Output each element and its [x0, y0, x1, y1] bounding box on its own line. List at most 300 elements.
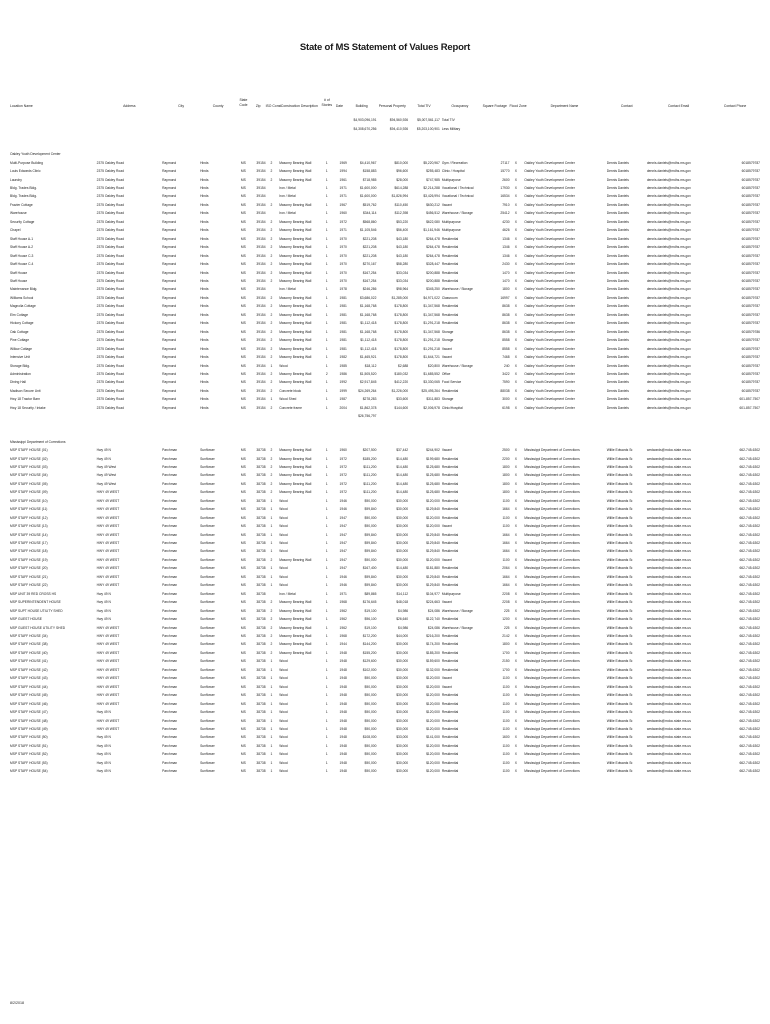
flood-zone-cell: X — [514, 684, 517, 689]
county-cell: Sunflower — [200, 743, 215, 748]
construction-cell: Masonry Bearing Wall — [279, 625, 312, 630]
contact-cell: Willie Edwards Sr. — [606, 625, 634, 630]
table-row — [10, 522, 760, 530]
flood-zone-cell: X — [514, 397, 517, 402]
contact-email-cell: dennis.daniels@mdhs.ms.gov — [646, 202, 691, 207]
zip-cell: 38738 — [256, 574, 266, 579]
iso-const-cell: 1 — [270, 566, 273, 571]
zip-cell: 38738 — [256, 591, 266, 596]
contact-phone-cell: 662-745-6302 — [739, 760, 760, 765]
iso-const-cell: 2 — [270, 279, 273, 284]
address-cell: 2375 Oakley Road — [96, 380, 124, 385]
square-footage-cell: 3000 — [502, 397, 510, 402]
contact-cell: Willie Edwards Sr. — [606, 634, 634, 639]
iso-const-cell: 2 — [270, 634, 273, 639]
contact-cell: Willie Edwards Sr. — [606, 541, 634, 546]
construction-cell: Masonry Bearing Wall — [279, 262, 312, 267]
contact-phone-cell: 6018579787 — [741, 186, 760, 191]
occupancy-cell: Residential — [441, 634, 459, 639]
flood-zone-cell: X — [514, 760, 517, 765]
header-construction: Construction Description — [280, 104, 318, 108]
location-cell: Staff House — [10, 279, 28, 284]
table-row — [10, 547, 760, 555]
contact-phone-cell: 662-745-6302 — [739, 566, 760, 571]
city-cell: Raymond — [162, 329, 177, 334]
state-cell: MS — [240, 228, 246, 233]
table-row — [10, 717, 760, 725]
contact-cell: Dennis Daniels — [606, 372, 629, 376]
flood-zone-cell: X — [514, 498, 517, 503]
total-tiv-cell: $129,840 — [426, 574, 440, 579]
stories-cell: 1 — [325, 617, 328, 622]
flood-zone-cell: X — [514, 363, 517, 368]
personal-property-cell: $58,280 — [396, 262, 409, 267]
construction-cell: Wood — [279, 507, 288, 512]
iso-const-cell: 1 — [270, 769, 273, 774]
date-cell: 1971 — [339, 228, 347, 233]
address-cell: HWY 49 WEST — [96, 625, 120, 630]
header-department: Department Name — [550, 104, 579, 108]
department-cell: Mississippi Department of Corrections — [524, 752, 580, 757]
personal-property-cell: $30,000 — [396, 583, 409, 588]
flood-zone-cell: X — [514, 279, 517, 284]
department-cell: Oakley Youth Development Center — [524, 295, 575, 300]
state-cell: MS — [240, 752, 246, 757]
city-cell: Parchman — [162, 583, 178, 588]
city-cell: Raymond — [162, 228, 177, 233]
address-cell: 2375 Oakley Road — [96, 202, 124, 207]
address-cell: Hwy 49 N — [96, 735, 111, 740]
flood-zone-cell: X — [514, 194, 517, 199]
date-cell: 1946 — [339, 498, 347, 503]
total-tiv: $5,203,100,901 — [416, 126, 440, 131]
contact-email-cell: wedwards@mdoc.state.ms.us — [646, 464, 691, 469]
contact-email-cell: dennis.daniels@mdhs.ms.gov — [646, 236, 691, 241]
zip-cell: 39154 — [256, 388, 266, 393]
square-footage-cell: 1664 — [502, 507, 510, 512]
contact-phone-cell: 6018579787 — [741, 338, 760, 343]
stories-cell: 1 — [325, 498, 328, 503]
group-name: Mississippi Department of Corrections — [10, 439, 66, 444]
city-cell: Raymond — [162, 245, 177, 250]
date-cell: 1981 — [339, 338, 347, 343]
address-cell: Hwy 49 N — [96, 769, 111, 774]
group-name: Oakley Youth Development Center — [10, 152, 61, 157]
construction-cell: Masonry Bearing Wall — [279, 312, 312, 317]
state-cell: MS — [240, 236, 246, 241]
contact-email-cell: wedwards@mdoc.state.ms.us — [646, 735, 691, 740]
state-cell: MS — [240, 346, 246, 351]
county-cell: Hinds — [200, 304, 209, 309]
department-cell: Oakley Youth Development Center — [524, 194, 575, 199]
contact-cell: Willie Edwards Sr. — [606, 752, 634, 757]
occupancy-cell: Vocational / Technical — [441, 186, 474, 191]
square-footage-cell: 2500 — [502, 448, 510, 453]
county-cell: Hinds — [200, 312, 209, 317]
address-cell: Hwy 49 N — [96, 710, 111, 715]
zip-cell: 39154 — [256, 372, 266, 376]
address-cell: 2375 Oakley Road — [96, 329, 124, 334]
contact-cell: Dennis Daniels — [606, 388, 629, 393]
flood-zone-cell: X — [514, 473, 517, 478]
contact-cell: Willie Edwards Sr. — [606, 557, 634, 562]
occupancy-cell: Residential — [441, 659, 459, 664]
contact-cell: Willie Edwards Sr. — [606, 650, 634, 655]
contact-phone-cell: 662-745-6302 — [739, 642, 760, 647]
iso-const-cell: 1 — [270, 693, 273, 698]
square-footage-cell: 7910 — [502, 202, 510, 207]
stories-cell: 1 — [325, 355, 328, 360]
contact-email-cell: dennis.daniels@mdhs.ms.gov — [646, 270, 691, 275]
contact-phone-cell: 6018579787 — [741, 270, 760, 275]
city-cell: Raymond — [162, 372, 177, 376]
occupancy-cell: Vacant — [441, 557, 452, 562]
occupancy-cell: Storage — [441, 338, 454, 343]
contact-phone-cell: 662-745-6302 — [739, 456, 760, 461]
state-cell: MS — [240, 448, 246, 453]
flood-zone-cell: X — [514, 372, 517, 376]
total-tiv-cell: $1,644,721 — [423, 355, 440, 360]
contact-cell: Willie Edwards Sr. — [606, 583, 634, 588]
stories-cell: 1 — [325, 634, 328, 639]
county-cell: Sunflower — [200, 634, 215, 639]
location-cell: MSP STAFF HOUSE (03) — [10, 464, 48, 469]
flood-zone-cell: X — [514, 405, 517, 410]
table-row — [10, 666, 760, 674]
contact-cell: Dennis Daniels — [606, 194, 629, 199]
square-footage-cell: 1100 — [502, 727, 510, 731]
county-cell: Sunflower — [200, 464, 215, 469]
department-cell: Oakley Youth Development Center — [524, 160, 575, 165]
construction-cell: Masonry Bearing Wall — [279, 236, 312, 241]
occupancy-cell: Residential — [441, 388, 459, 393]
stories-cell: 1 — [325, 194, 328, 199]
stories-cell: 1 — [325, 650, 328, 655]
square-footage-cell: 8638 — [502, 312, 510, 317]
zip-cell: 39154 — [256, 355, 266, 360]
personal-property-cell: $30,000 — [396, 718, 409, 723]
date-cell: 1972 — [339, 464, 347, 469]
city-cell: Parchman — [162, 557, 178, 562]
zip-cell: 39154 — [256, 211, 266, 216]
total-tiv-cell: $1,291,218 — [423, 338, 440, 343]
contact-cell: Willie Edwards Sr. — [606, 684, 634, 689]
contact-phone-cell: 662-745-6302 — [739, 490, 760, 495]
department-cell: Mississippi Department of Corrections — [524, 743, 580, 748]
date-cell: 1960 — [339, 211, 347, 216]
city-cell: Raymond — [162, 304, 177, 309]
city-cell: Parchman — [162, 760, 178, 765]
contact-phone-cell: 662-745-6302 — [739, 524, 760, 529]
location-cell: MSP STAFF HOUSE (48) — [10, 718, 48, 723]
personal-property-cell: $30,000 — [396, 769, 409, 774]
location-cell: Warehouse — [10, 211, 27, 216]
department-cell: Mississippi Department of Corrections — [524, 667, 580, 672]
building-cell: $90,000 — [364, 727, 377, 731]
occupancy-cell: Residential — [441, 710, 459, 715]
state-cell: MS — [240, 642, 246, 647]
personal-property-cell: $30,000 — [396, 498, 409, 503]
state-cell: MS — [240, 464, 246, 469]
building-cell: $24,269,264 — [358, 388, 377, 393]
contact-cell: Dennis Daniels — [606, 304, 629, 309]
personal-property-cell: $56,400 — [396, 228, 409, 233]
square-footage-cell: 7468 — [502, 355, 510, 360]
zip-cell: 39154 — [256, 186, 266, 191]
stories-cell: 1 — [325, 490, 328, 495]
location-cell: MSP GUEST HOUSE — [10, 617, 42, 622]
contact-cell: Dennis Daniels — [606, 287, 629, 292]
total-tiv-cell: $120,000 — [426, 676, 440, 681]
total-tiv-cell: $25,495,264 — [421, 388, 440, 393]
state-cell: MS — [240, 583, 246, 588]
city-cell: Parchman — [162, 464, 178, 469]
total-tiv-cell: $120,000 — [426, 701, 440, 706]
square-footage-cell: 1100 — [502, 676, 510, 681]
building-cell: $90,000 — [364, 676, 377, 681]
flood-zone-cell: X — [514, 380, 517, 385]
construction-cell: Masonry Bearing Wall — [279, 642, 312, 647]
personal-property-cell: $98,964 — [396, 287, 409, 292]
zip-cell: 38738 — [256, 507, 266, 512]
construction-cell: Masonry Bearing Wall — [279, 270, 312, 275]
personal-property-cell: $178,800 — [394, 329, 409, 334]
table-row — [10, 226, 760, 234]
flood-zone-cell: X — [514, 295, 517, 300]
department-cell: Mississippi Department of Corrections — [524, 464, 580, 469]
date-cell: 1970 — [339, 262, 347, 267]
table-row — [10, 260, 760, 268]
contact-phone-cell: 662-745-6302 — [739, 557, 760, 562]
iso-const-cell: 2 — [270, 608, 273, 613]
contact-phone-cell: 662-745-6302 — [739, 541, 760, 546]
date-cell: 1981 — [339, 312, 347, 317]
zip-cell: 38738 — [256, 650, 266, 655]
department-cell: Oakley Youth Development Center — [524, 338, 575, 343]
city-cell: Parchman — [162, 481, 178, 486]
table-row — [10, 624, 760, 632]
personal-property-cell: $30,000 — [396, 532, 409, 537]
total-tiv-cell: $159,600 — [426, 659, 440, 664]
building-cell: $718,985 — [362, 177, 377, 182]
flood-zone-cell: X — [514, 617, 517, 622]
header-zip: Zip — [255, 104, 261, 108]
table-row — [10, 176, 760, 184]
state-cell: MS — [240, 507, 246, 512]
location-cell: Multi-Purpose Building — [10, 160, 43, 165]
department-cell: Mississippi Department of Corrections — [524, 617, 580, 622]
square-footage-cell: 16534 — [500, 194, 510, 199]
occupancy-cell: Warehouse / Storage — [441, 608, 473, 613]
contact-cell: Dennis Daniels — [606, 279, 629, 284]
location-cell: MSP STAFF HOUSE (13) — [10, 524, 48, 529]
values-table — [10, 90, 760, 776]
building-cell: $1,465,921 — [359, 355, 377, 360]
contact-cell: Dennis Daniels — [606, 321, 629, 326]
contact-email-cell: dennis.daniels@mdhs.ms.gov — [646, 186, 691, 191]
header-email: Contact Email — [667, 104, 690, 108]
flood-zone-cell: X — [514, 464, 517, 469]
occupancy-cell: Vacant — [441, 600, 452, 605]
square-footage-cell: 1100 — [502, 693, 510, 698]
contact-cell: Willie Edwards Sr. — [606, 448, 634, 453]
flood-zone-cell: X — [514, 634, 517, 639]
building-cell: $111,200 — [363, 490, 377, 495]
table-row — [10, 387, 760, 395]
construction-cell: Masonry Bearing Wall — [279, 279, 312, 284]
occupancy-cell: Residential — [441, 456, 459, 461]
county-cell: Sunflower — [200, 608, 215, 613]
construction-cell: Wood — [279, 532, 288, 537]
total-tiv-cell: $125,680 — [426, 473, 440, 478]
city-cell: Parchman — [162, 701, 178, 706]
county-cell: Hinds — [200, 245, 209, 250]
zip-cell: 39154 — [256, 253, 266, 258]
county-cell: Hinds — [200, 287, 209, 292]
table-row — [10, 218, 760, 226]
contact-cell: Willie Edwards Sr. — [606, 481, 634, 486]
flood-zone-cell: X — [514, 321, 517, 326]
table-row — [10, 345, 760, 353]
contact-phone-cell: 662-745-6302 — [739, 549, 760, 554]
building-cell: $19,100 — [364, 608, 377, 613]
address-cell: HWY 49 WEST — [96, 684, 120, 689]
square-footage-cell: 1100 — [502, 743, 510, 748]
contact-email-cell: dennis.daniels@mdhs.ms.gov — [646, 219, 691, 224]
personal-property-cell: $1,226,000 — [391, 388, 409, 393]
location-cell: Hwy 18 Tractor Barn — [10, 397, 41, 402]
square-footage-cell: 225 — [504, 625, 510, 630]
occupancy-cell: Residential — [441, 473, 459, 478]
location-cell: Staff House C-3 — [10, 253, 34, 258]
contact-email-cell: wedwards@mdoc.state.ms.us — [646, 473, 691, 478]
building-cell: $99,840 — [364, 574, 377, 579]
contact-cell: Willie Edwards Sr. — [606, 456, 634, 461]
occupancy-cell: Vacant — [441, 676, 452, 681]
construction-cell: Wood — [279, 574, 288, 579]
city-cell: Parchman — [162, 473, 178, 478]
square-footage-cell: 2064 — [502, 566, 510, 571]
personal-property-cell: $14,480 — [396, 481, 409, 486]
contact-phone-cell: 6018579787 — [741, 245, 760, 250]
flood-zone-cell: X — [514, 245, 517, 250]
date-cell: 1947 — [339, 532, 347, 537]
date-cell: 1946 — [339, 574, 347, 579]
department-cell: Oakley Youth Development Center — [524, 228, 575, 233]
contact-cell: Dennis Daniels — [606, 405, 629, 410]
personal-property-cell: $30,000 — [396, 710, 409, 715]
department-cell: Mississippi Department of Corrections — [524, 693, 580, 698]
contact-phone-cell: 662-745-6302 — [739, 701, 760, 706]
total-tiv-cell: $104,977 — [426, 591, 440, 596]
state-cell: MS — [240, 625, 246, 630]
flood-zone-cell: X — [514, 202, 517, 207]
total-tiv-cell: $3,330,065 — [423, 380, 440, 385]
iso-const-cell: 2 — [270, 169, 273, 174]
table-row — [10, 581, 760, 589]
contact-email-cell: wedwards@mdoc.state.ms.us — [646, 760, 691, 765]
state-cell: MS — [240, 541, 246, 546]
date-cell: 1972 — [339, 473, 347, 478]
iso-const-cell: 1 — [270, 507, 273, 512]
square-footage-cell: 1100 — [502, 760, 510, 765]
date-cell: 1972 — [339, 490, 347, 495]
location-cell: Louis Edwards Clinic — [10, 169, 41, 174]
header-county: County — [212, 104, 224, 108]
date-cell: 1948 — [339, 684, 347, 689]
square-footage-cell: 1800 — [502, 464, 510, 469]
zip-cell: 39154 — [256, 321, 266, 326]
iso-const-cell: 2 — [270, 312, 273, 317]
personal-property-cell: $30,000 — [396, 659, 409, 664]
square-footage-cell: 2150 — [502, 659, 510, 664]
building-cell: $221,208 — [362, 236, 377, 241]
county-cell: Sunflower — [200, 566, 215, 571]
zip-cell: 39154 — [256, 329, 266, 334]
stories-cell: 1 — [325, 549, 328, 554]
address-cell: Hwy 49 N — [96, 608, 111, 613]
location-cell: MSP STAFF HOUSE (42) — [10, 667, 48, 672]
date-cell: 1947 — [339, 557, 347, 562]
flood-zone-cell: X — [514, 448, 517, 453]
contact-email-cell: wedwards@mdoc.state.ms.us — [646, 769, 691, 774]
city-cell: Parchman — [162, 634, 178, 639]
zip-cell: 39154 — [256, 312, 266, 317]
contact-phone-cell: 662-745-6302 — [739, 464, 760, 469]
square-footage-cell: 1100 — [502, 515, 510, 520]
county-cell: Hinds — [200, 262, 209, 267]
building-cell: $144,200 — [362, 642, 377, 647]
contact-email-cell: wedwards@mdoc.state.ms.us — [646, 701, 691, 706]
zip-cell: 38738 — [256, 473, 266, 478]
contact-email-cell: dennis.daniels@mdhs.ms.gov — [646, 321, 691, 326]
construction-cell: Masonry Bearing Wall — [279, 245, 312, 250]
state-cell: MS — [240, 405, 246, 410]
date-cell: 1970 — [339, 236, 347, 241]
total-tiv-cell: $1,291,218 — [423, 321, 440, 326]
occupancy-cell: Residential — [441, 541, 459, 546]
table-row — [10, 269, 760, 277]
square-footage-cell: 27117 — [500, 160, 510, 165]
building-cell: $270,167 — [362, 262, 377, 267]
contact-phone-cell: 662-745-6302 — [739, 498, 760, 503]
city-cell: Raymond — [162, 219, 177, 224]
header-building: Building — [355, 104, 368, 108]
location-cell: MSP STAFF HOUSE (52) — [10, 752, 48, 757]
department-cell: Oakley Youth Development Center — [524, 262, 575, 267]
location-cell: MSP STAFF HOUSE (44) — [10, 684, 48, 689]
personal-property-cell: $43,180 — [396, 253, 409, 258]
contact-email-cell: dennis.daniels@mdhs.ms.gov — [646, 295, 691, 300]
stories-cell: 1 — [325, 380, 328, 385]
square-footage-cell: 1600 — [502, 735, 510, 740]
occupancy-cell: Residential — [441, 642, 459, 647]
location-cell: MSP STAFF HOUSE (46) — [10, 701, 48, 706]
table-row — [10, 539, 760, 547]
building-cell: $90,000 — [364, 693, 377, 698]
location-cell: Security Cottage — [10, 219, 35, 224]
contact-phone-cell: 662-745-6302 — [739, 515, 760, 520]
address-cell: HWY 49 WEST — [96, 583, 120, 588]
construction-cell: Iron / Metal — [279, 194, 296, 199]
total-tiv-cell: $1,347,568 — [423, 329, 440, 334]
city-cell: Raymond — [162, 287, 177, 292]
contact-phone-cell: 6018579787 — [741, 346, 760, 351]
personal-property-cell: $30,000 — [396, 743, 409, 748]
stories-cell: 1 — [325, 524, 328, 529]
building-cell: $99,840 — [364, 541, 377, 546]
header-tiv: Total TIV — [417, 104, 431, 108]
